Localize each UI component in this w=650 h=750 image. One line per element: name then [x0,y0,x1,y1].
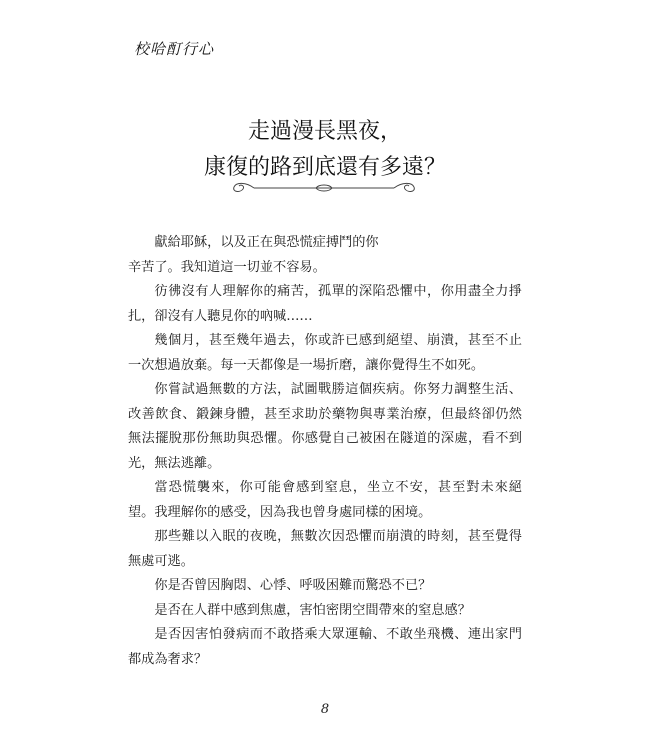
scroll-flourish-icon [224,180,424,196]
page-number: 8 [320,702,330,717]
body-text [128,231,522,672]
paragraph: 幾個月，甚至幾年過去，你或許已感到絕望、崩潰，甚至不止一次想過放棄。每一天都像是一場折磨，讓你覺得生不如死。 [128,333,522,373]
paragraph: 是否因害怕發病而不敢搭乘大眾運輸、不敢坐飛機、連出家門都成為奢求？ [128,627,522,667]
paragraph: 那些難以入眠的夜晚，無數次因恐懼而崩潰的時刻，甚至覺得無處可逃。 [128,529,522,569]
paragraph: 獻給耶穌，以及正在與恐慌症搏鬥的你 [154,235,379,250]
paragraph: 當恐慌襲來，你可能會感到窒息，坐立不安，甚至對未來絕望。我理解你的感受，因為我也曾身處同樣的困境。 [128,480,522,520]
chapter-title [0,114,650,186]
chapter-title-line-2: 康復的路到底還有多遠？ [203,155,446,180]
paragraph: 你嘗試過無數的方法，試圖戰勝這個疾病。你努力調整生活、改善飲食、鍛鍊身體，甚至求助於藥物與專業治療，但最終卻仍然無法擺脫那份無助與恐懼。你感覺自己被困在隧道的深處，看不到光，無法逃離。 [128,382,522,471]
chapter-title-line-1: 走過漫長黑夜， [247,119,402,144]
paragraph: 彷彿沒有人理解你的痛苦，孤單的深陷恐懼中，你用盡全力掙扎，卻沒有人聽見你的吶喊…… [128,284,522,324]
running-header: 校哈酊行心 [134,40,215,58]
paragraph: 是否在人群中感到焦慮，害怕密閉空間帶來的窒息感？ [154,602,471,618]
paragraph: 你是否曾因胸悶、心悸、呼吸困難而驚恐不已？ [154,578,432,593]
paragraph: 辛苦了。我知道這一切並不容易。 [128,259,326,275]
